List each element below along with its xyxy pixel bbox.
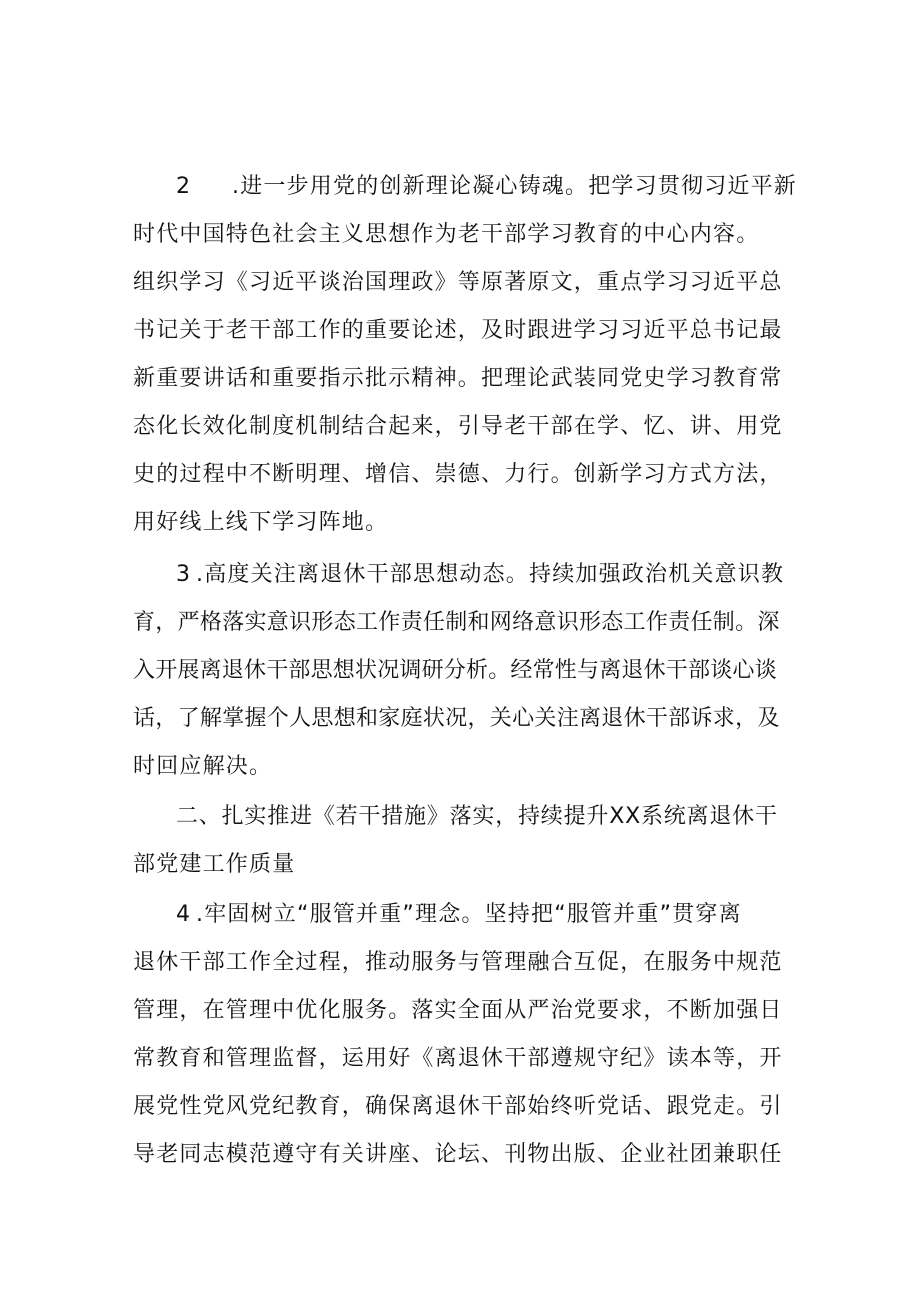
paragraph-4-line-3: 管理，在管理中优化服务。落实全面从严治党要求，不断加强日 [133, 998, 783, 1023]
section-heading-line-1: 二、扎实推进《若干措施》落实，持续提升XX系统离退休干 [176, 804, 778, 829]
paragraph-3-line-5: 时回应解决。 [133, 754, 273, 779]
paragraph-3-line-1 [176, 560, 784, 590]
paragraph-2-line-6: 态化长效化制度机制结合起来，引导老干部在学、忆、讲、用党 [133, 414, 783, 439]
paragraph-3-line-4: 话，了解掌握个人思想和家庭状况，关心关注离退休干部诉求，及 [133, 706, 780, 731]
paragraph-2-line-4: 书记关于老干部工作的重要论述，及时跟进学习习近平总书记最 [133, 318, 783, 343]
paragraph-2-line-7: 史的过程中不断明理、增信、崇德、力行。创新学习方式方法， [133, 462, 783, 487]
paragraph-4-line-1 [176, 900, 742, 930]
paragraph-4-line-4: 常教育和管理监督，运用好《离退休干部遵规守纪》读本等，开 [133, 1046, 783, 1071]
paragraph-2-line-8: 用好线上线下学习阵地。 [133, 510, 389, 535]
paragraph-3-line-2: 育，严格落实意识形态工作责任制和网络意识形态工作责任制。深 [133, 610, 780, 635]
section-heading-line-2: 部党建工作质量 [133, 852, 296, 877]
item-number: 4 [176, 902, 192, 927]
paragraph-2-line-1 [176, 172, 797, 202]
line-text: .高度关注离退休干部思想动态。持续加强政治机关意识教 [196, 562, 785, 587]
paragraph-3-line-3: 入开展离退休干部思想状况调研分析。经常性与离退休干部谈心谈 [133, 658, 777, 683]
line-text: .牢固树立“服管并重”理念。坚持把“服管并重”贯穿离 [196, 902, 742, 927]
item-number: 2 [176, 174, 192, 199]
paragraph-2-line-5: 新重要讲话和重要指示批示精神。把理论武装同党史学习教育常 [133, 366, 783, 391]
paragraph-2-line-3: 组织学习《习近平谈治国理政》等原著原文，重点学习习近平总 [133, 270, 783, 295]
paragraph-2-line-2: 时代中国特色社会主义思想作为老干部学习教育的中心内容。 [133, 222, 760, 247]
paragraph-4-line-5: 展党性党风党纪教育，确保离退休干部始终听党话、跟党走。引 [133, 1094, 783, 1119]
item-number: 3 [176, 562, 192, 587]
line-text: .进一步用党的创新理论凝心铸魂。把学习贯彻习近平新 [232, 174, 797, 199]
paragraph-4-line-2: 退休干部工作全过程，推动服务与管理融合互促，在服务中规范 [133, 950, 783, 975]
paragraph-4-line-6: 导老同志模范遵守有关讲座、论坛、刊物出版、企业社团兼职任 [133, 1142, 783, 1167]
